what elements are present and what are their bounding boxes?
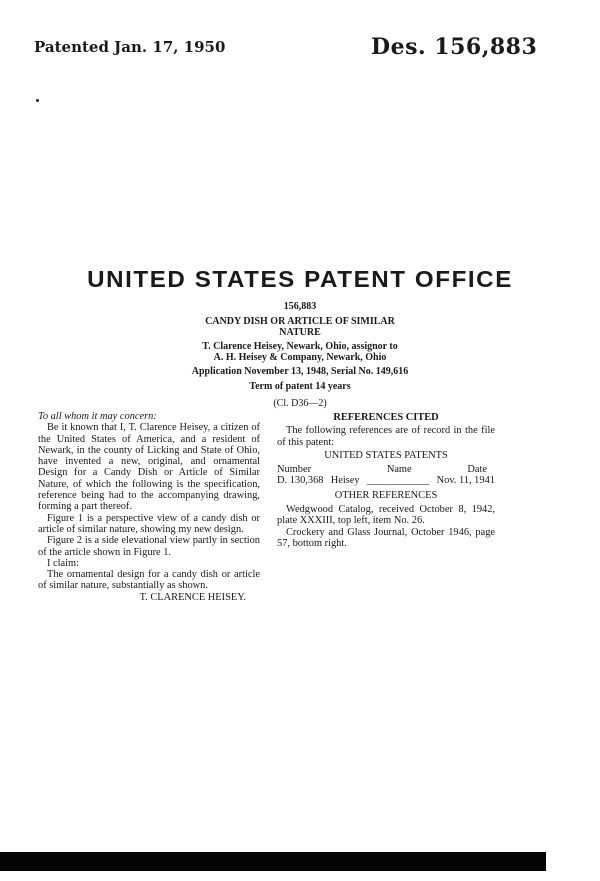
column-name: Name: [386, 464, 412, 476]
references-column: [277, 412, 495, 549]
column-date: Date: [467, 464, 487, 476]
patent-name-cell: Heisey: [330, 475, 360, 487]
spec-paragraph-3: Figure 2 is a side elevational view partly in section of the article shown in Figure 1.: [38, 535, 260, 558]
design-number: Des. 156,883: [371, 34, 538, 60]
specification-column: [38, 411, 260, 603]
column-number: Number: [277, 464, 312, 476]
us-patents-heading: UNITED STATES PATENTS: [324, 449, 448, 461]
references-intro: The following references are of record in the file of this patent:: [277, 425, 495, 448]
ink-speck: [36, 99, 39, 102]
classification: (Cl. D36—2): [273, 398, 327, 409]
title-line-2: NATURE: [279, 327, 321, 338]
claim-text: The ornamental design for a candy dish or article of similar nature, substantially as shown.: [38, 569, 260, 592]
salutation: To all whom it may concern:: [38, 411, 157, 422]
patents-table-header: [277, 464, 495, 475]
patent-leader: ____________: [366, 475, 430, 487]
title-line-1: CANDY DISH OR ARTICLE OF SIMILAR: [205, 316, 395, 327]
office-heading: UNITED STATES PATENT OFFICE: [87, 266, 513, 292]
claim-intro: I claim:: [47, 557, 80, 569]
other-reference-2: Crockery and Glass Journal, October 1946, page 57, bottom right.: [277, 526, 495, 549]
scan-border: [0, 852, 546, 871]
patented-date: Patented Jan. 17, 1950: [34, 38, 226, 56]
application-line: Application November 13, 1948, Serial No. 149,616: [191, 366, 409, 377]
patent-number-cell: D. 130,368: [277, 475, 324, 487]
other-references-heading: OTHER REFERENCES: [334, 489, 438, 501]
patent-number: 156,883: [283, 301, 317, 312]
spec-paragraph-1: Be it known that I, T. Clarence Heisey, a citizen of the United States of America, and a resident of Newark, in the county of Licking and State of Ohio, have invented a new, original, and ornamental Design for a Candy Dish or Article of Similar Nature, of which the following is the specification, reference being had to the accompanying drawing, forming a part thereof.: [38, 422, 260, 513]
other-reference-1: Wedgwood Catalog, received October 8, 1942, plate XXXIII, top left, item No. 26.: [277, 504, 495, 527]
spec-paragraph-2: Figure 1 is a perspective view of a candy dish or article of similar nature, showing my new design.: [38, 512, 260, 535]
signature: T. CLARENCE HEISEY.: [139, 591, 246, 603]
patent-date-cell: Nov. 11, 1941: [436, 475, 495, 487]
inventor-line-2: A. H. Heisey & Company, Newark, Ohio: [213, 352, 387, 363]
term-line: Term of patent 14 years: [249, 381, 351, 392]
inventor-line-1: T. Clarence Heisey, Newark, Ohio, assignor to: [202, 341, 398, 352]
references-heading: REFERENCES CITED: [333, 412, 439, 423]
table-row: [277, 475, 495, 486]
